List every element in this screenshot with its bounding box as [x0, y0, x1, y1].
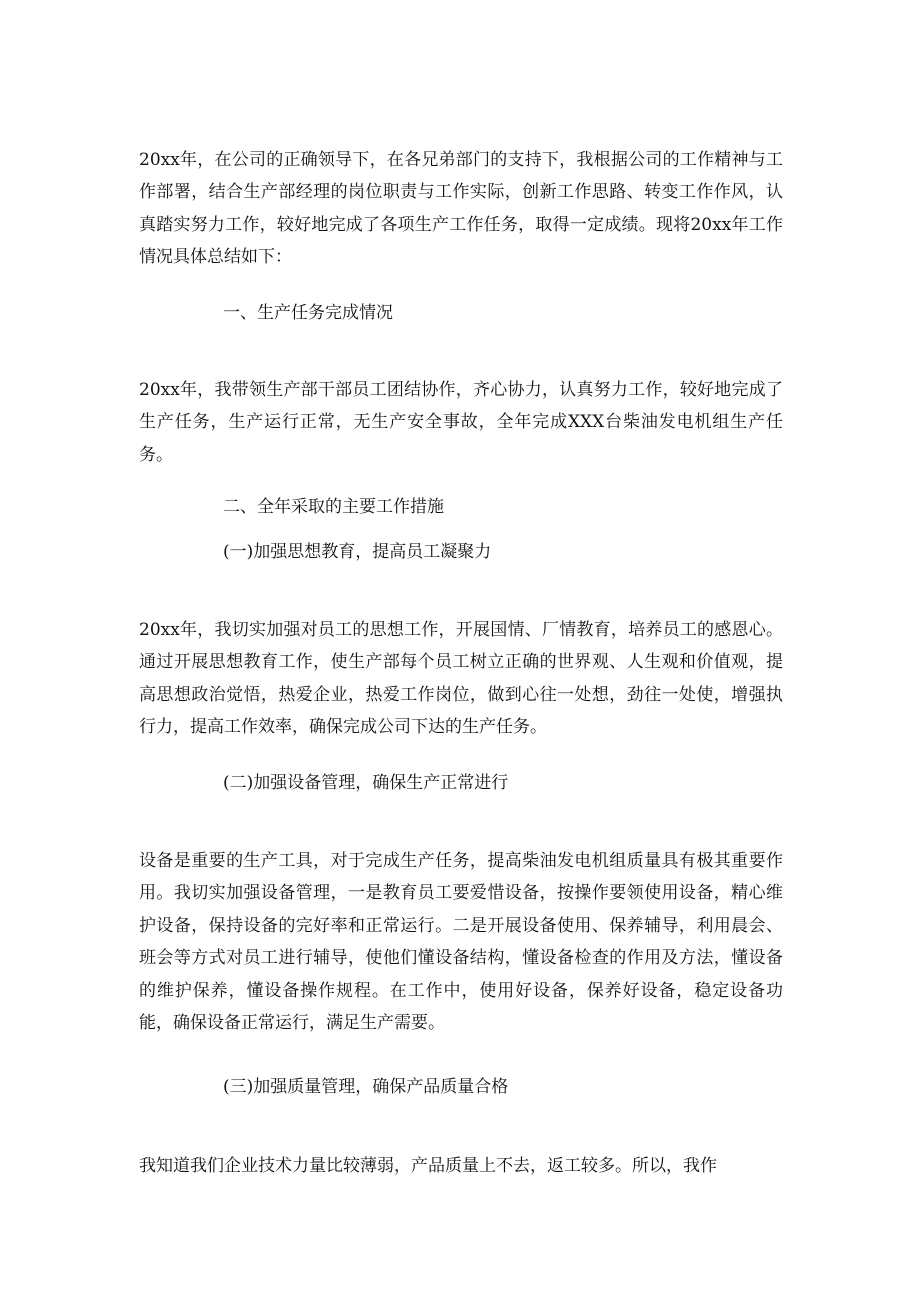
section-heading-2: 二、全年采取的主要工作措施: [223, 497, 444, 517]
production-paragraph: 20xx年，我带领生产部干部员工团结协作，齐心协力，认真努力工作，较好地完成了生产任务，生产运行正常，无生产安全事故，全年完成XXX台柴油发电机组生产任务。: [139, 380, 783, 465]
quality-paragraph: 我知道我们企业技术力量比较薄弱，产品质量上不去，返工较多。所以，我作: [139, 1156, 717, 1176]
intro-paragraph: 20xx年，在公司的正确领导下，在各兄弟部门的支持下，我根据公司的工作精神与工作部署，结合生产部经理的岗位职责与工作实际，创新工作思路、转变工作作风，认真踏实努力工作，较好地完成了各项生产工作任务，取得一定成绩。现将20xx年工作情况具体总结如下：: [139, 150, 783, 268]
subsection-heading-3: (三)加强质量管理，确保产品质量合格: [223, 1077, 509, 1097]
subsection-heading-1: (一)加强思想教育，提高员工凝聚力: [223, 542, 492, 562]
education-paragraph: 20xx年，我切实加强对员工的思想工作，开展国情、厂情教育，培养员工的感恩心。通过开展思想教育工作，使生产部每个员工树立正确的世界观、人生观和价值观，提高思想政治觉悟，热爱企业，热爱工作岗位，做到心往一处想，劲往一处使，增强执行力，提高工作效率，确保完成公司下达的生产任务。: [139, 620, 783, 738]
equipment-paragraph: 设备是重要的生产工具，对于完成生产任务，提高柴油发电机组质量具有极其重要作用。我切实加强设备管理，一是教育员工要爱惜设备，按操作要领使用设备，精心维护设备，保持设备的完好率和正常运行。二是开展设备使用、保养辅导，利用晨会、班会等方式对员工进行辅导，使他们懂设备结构，懂设备检查的作用及方法，懂设备的维护保养，懂设备操作规程。在工作中，使用好设备，保养好设备，稳定设备功能，确保设备正常运行，满足生产需要。: [139, 851, 783, 1034]
subsection-heading-2: (二)加强设备管理，确保生产正常进行: [223, 773, 509, 793]
section-heading-1: 一、生产任务完成情况: [223, 303, 393, 323]
